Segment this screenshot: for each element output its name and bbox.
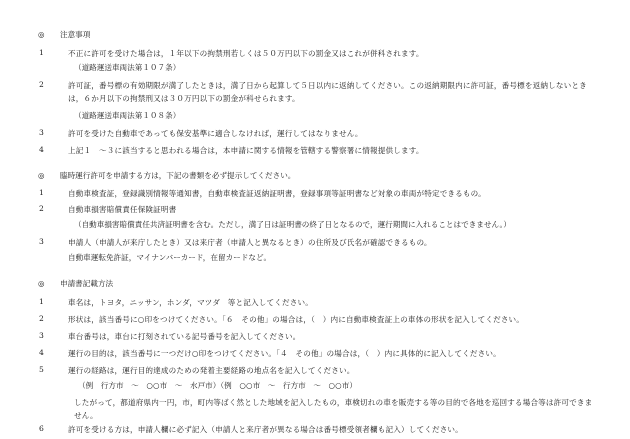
law-reference: （道路運送車両法第１０７条）: [74, 63, 181, 72]
item-number: 3: [39, 237, 44, 246]
item-number: 2: [39, 204, 44, 213]
section-title: 臨時運行許可を申請する方は，下記の書類を必ず提示してください。: [60, 171, 296, 180]
item-number: 2: [39, 80, 44, 89]
item-text: 車名は，トヨタ，ニッサン，ホンダ，マツダ 等と記入してください。: [68, 298, 313, 307]
item-number: 1: [39, 188, 44, 197]
item-note: 自動車運転免許証，マイナンバーカード，在留カードなど。: [68, 253, 272, 262]
item-text: 不正に許可を受けた場合は，１年以下の拘禁刑若しくは５０万円以下の罰金又はこれが併科されます。: [68, 49, 424, 58]
item-text: 運行の経路は，運行目的達成のための発着主要経路の地点名を記入してください。: [68, 366, 355, 375]
section-heading: [38, 278, 113, 289]
item-note: したがって，都道府県内一円，市，町内等ばく然とした地域を記入したもの，車検切れの車を販売する等の目的で各地を巡回する場合等は許可できません。: [74, 398, 593, 421]
route-example: （例 行方市 ～ ○○市 ～ 水戸市）（例 ○○市 ～ 行方市 ～ ○○市）: [78, 381, 357, 390]
item-text: 許可を受ける方は，申請人欄に必ず記入（申請人と来庁者が異なる場合は番号標受領者欄も記入）してください。: [68, 425, 463, 434]
item-number: 5: [39, 365, 44, 374]
item-number: 3: [39, 331, 44, 340]
bullet-mark: ◎: [38, 171, 45, 180]
bullet-mark: ◎: [38, 30, 45, 39]
item-text: 許可証，番号標の有効期限が満了したときは，満了日から起算して５日以内に返納してください。この返納期限内に許可証，番号標を返納しないときは，６か月以下の拘禁刑又は３０万円以下の罰金が科せられます。: [68, 81, 587, 104]
item-text: 自動車損害賠償責任保険証明書: [68, 205, 177, 214]
item-text: 形状は，該当番号に○印をつけてください。「６ その他」の場合は，（ ）内に自動車検査証上の車体の形状を記入してください。: [68, 315, 525, 324]
item-number: 2: [39, 314, 44, 323]
section-heading: [38, 170, 295, 181]
item-text: 車台番号は，車台に打刻されている記号番号を記入してください。: [68, 332, 301, 341]
item-text: 許可を受けた自動車であっても保安基準に適合しなければ，運行してはなりません。: [68, 129, 363, 138]
section-title: 注意事項: [60, 30, 91, 39]
item-text: 運行の目的は，該当番号に一つだけ○印をつけてください。「４ その他」の場合は，（ ）内に具体的に記入してください。: [68, 349, 501, 358]
item-number: 4: [39, 348, 44, 357]
item-number: 1: [39, 297, 44, 306]
item-number: 4: [39, 145, 44, 154]
section-title: 申請書記載方法: [60, 279, 114, 288]
item-number: 3: [39, 128, 44, 137]
law-reference: （道路運送車両法第１０８条）: [74, 111, 181, 120]
item-number: 1: [39, 48, 44, 57]
bullet-mark: ◎: [38, 279, 45, 288]
item-text: 申請人（申請人が来庁したとき）又は来庁者（申請人と異なるとき）の住所及び氏名が確認できるもの。: [68, 238, 432, 247]
item-number: 6: [39, 424, 44, 433]
item-text: 上記１ ～３に該当すると思われる場合は，本申請に関する情報を管轄する警察署に情報提供します。: [68, 146, 424, 155]
section-heading: [38, 29, 90, 40]
item-note: （自動車損害賠償責任共済証明書を含む。ただし，満了日は証明書の終了日となるので，運行期間に入れることはできません。）: [74, 220, 511, 229]
item-text: 自動車検査証，登録識別情報等通知書，自動車検査証返納証明書，登録事項等証明書など対象の車両が特定できるもの。: [68, 189, 486, 198]
